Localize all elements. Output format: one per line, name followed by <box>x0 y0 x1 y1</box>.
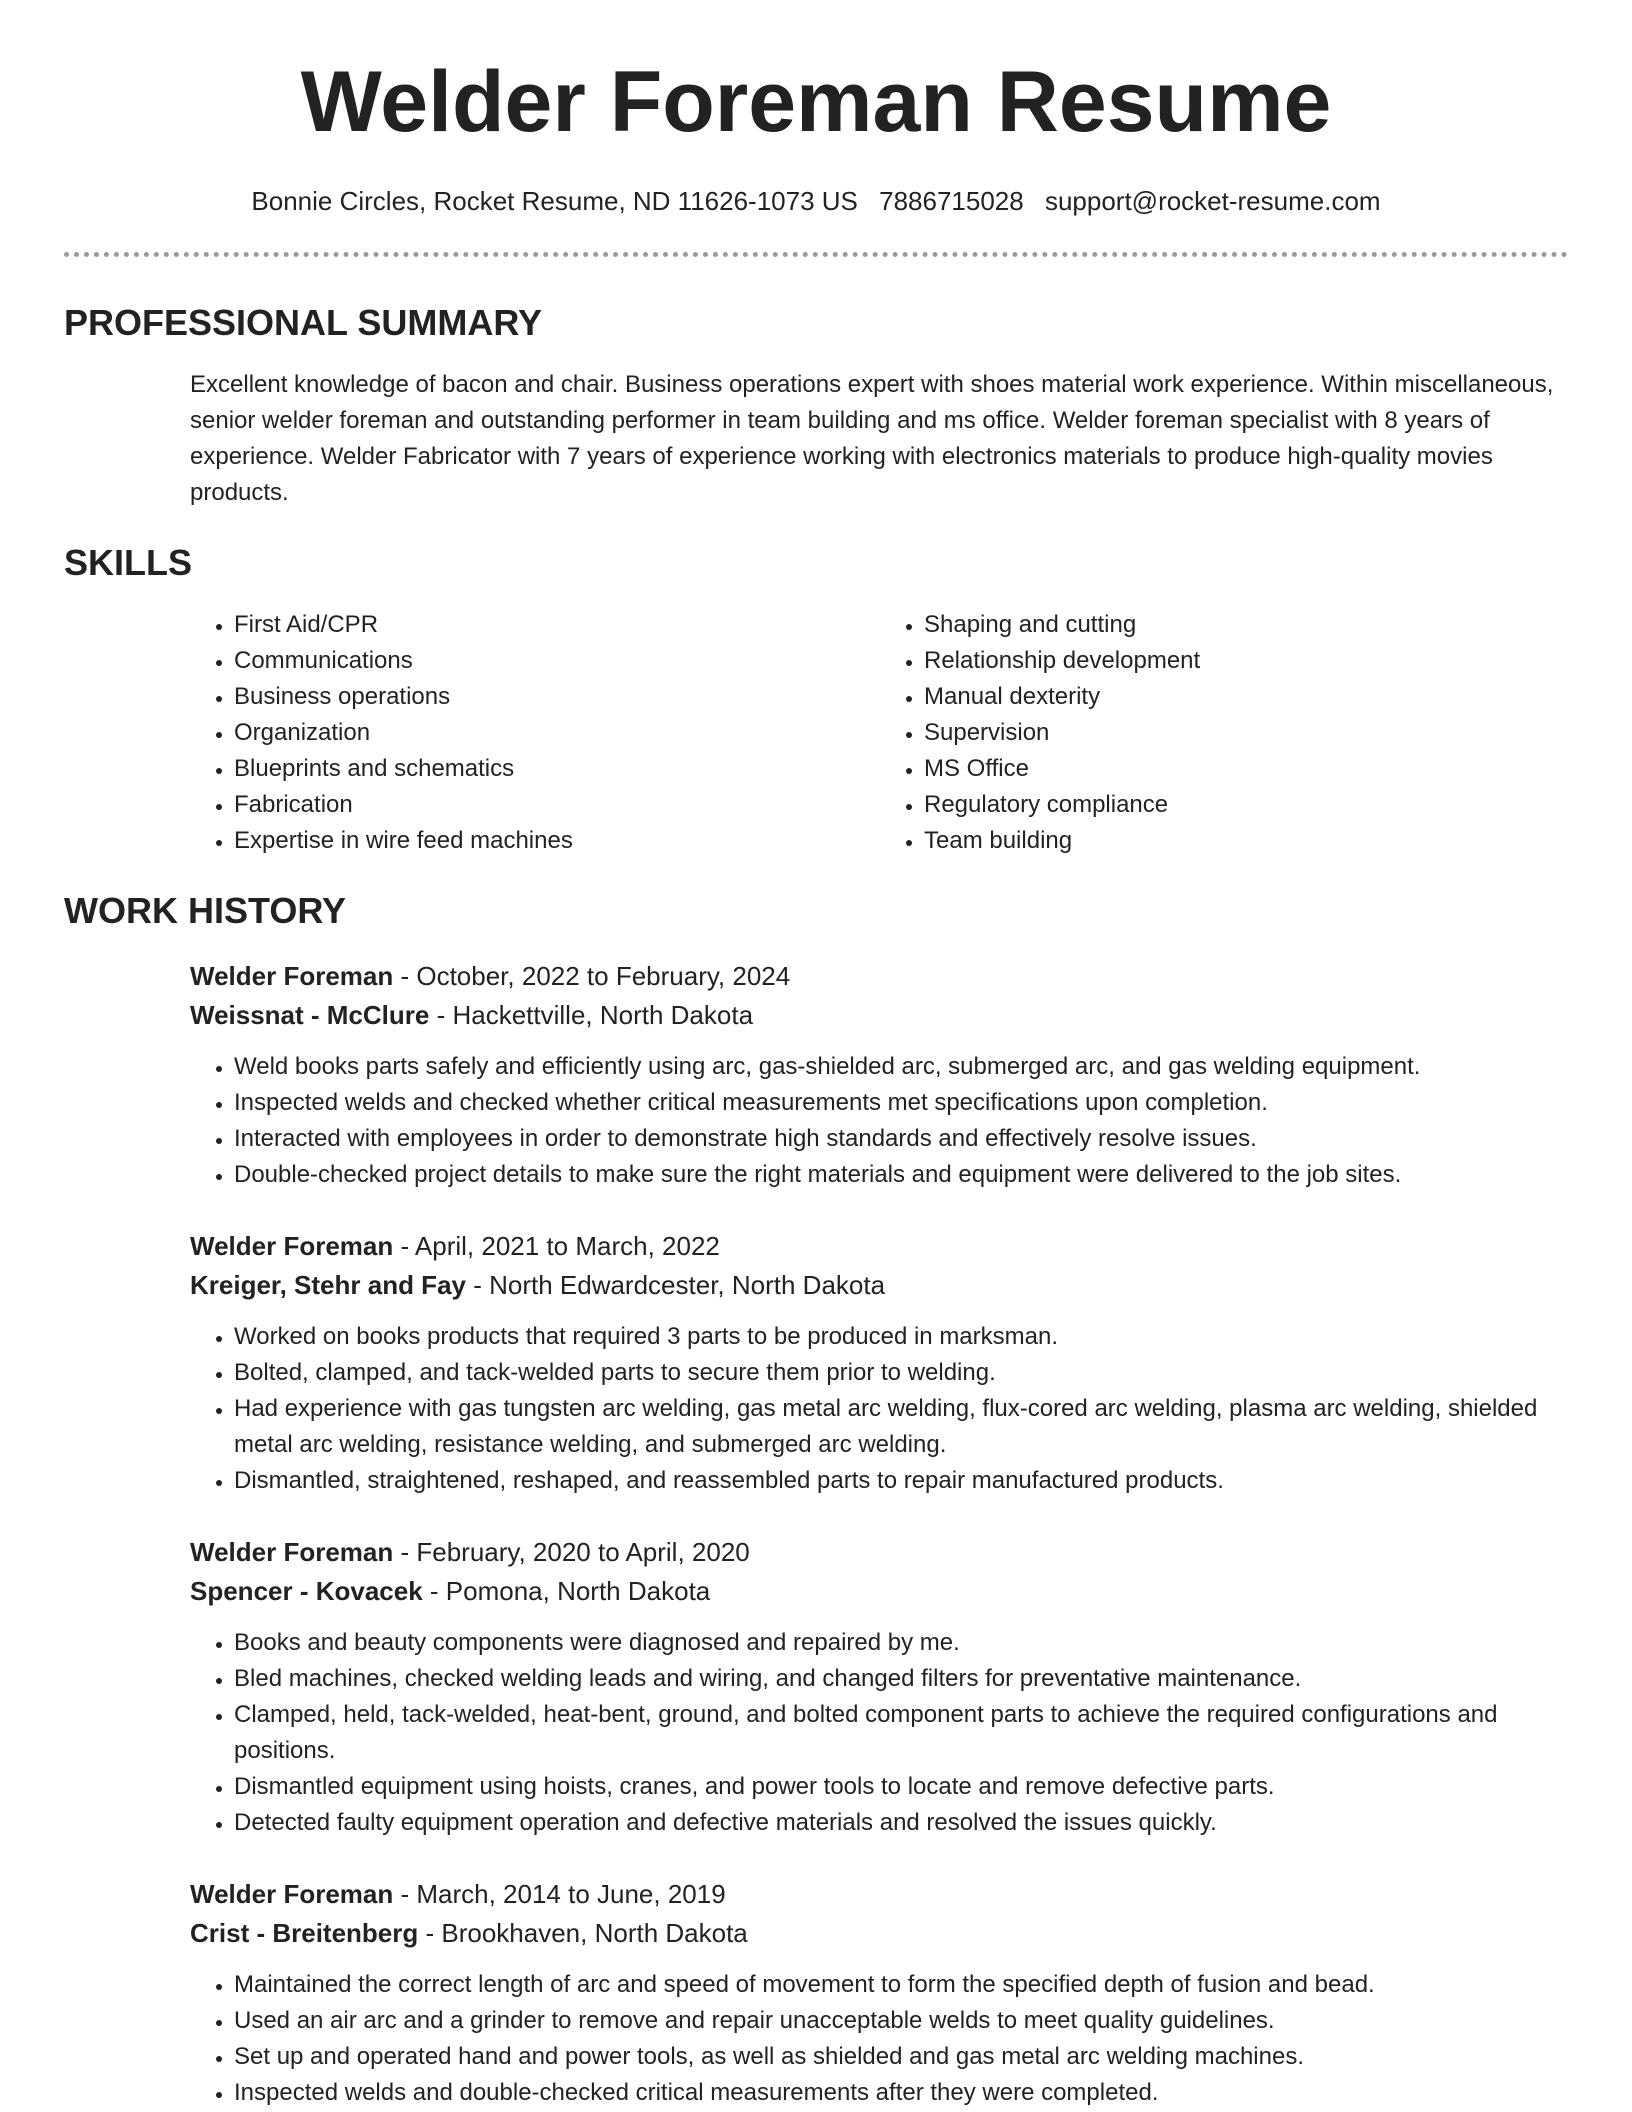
header-divider <box>64 252 1568 257</box>
contact-address: Bonnie Circles, Rocket Resume, ND 11626-1073 US <box>251 186 858 216</box>
job-company: Kreiger, Stehr and Fay <box>190 1270 466 1300</box>
job-bullet: • Detected faulty equipment operation and defective materials and resolved the issues quickly. <box>234 1805 1570 1841</box>
skills-list <box>190 607 1570 859</box>
skill-item: • MS Office <box>924 751 1570 787</box>
job-bullets <box>190 1049 1570 1193</box>
job-company: Spencer - Kovacek <box>190 1576 423 1606</box>
skill-item: • Team building <box>924 823 1570 859</box>
resume-title: Welder Foreman Resume <box>300 54 1332 150</box>
job-bullet: • Worked on books products that required 3 parts to be produced in marksman. <box>234 1319 1570 1355</box>
skills-column-right <box>880 607 1570 859</box>
job-entry <box>190 1875 1570 2111</box>
contact-line <box>0 184 1632 218</box>
contact-email: support@rocket-resume.com <box>1044 186 1381 216</box>
contact-phone: 7886715028 <box>879 186 1024 216</box>
job-bullet: • Used an air arc and a grinder to remove and repair unacceptable welds to meet quality guidelines. <box>234 2003 1570 2039</box>
skills-heading: SKILLS <box>64 542 193 583</box>
job-bullet: • Dismantled, straightened, reshaped, and reassembled parts to repair manufactured products. <box>234 1463 1570 1499</box>
skill-item: • Organization <box>234 715 880 751</box>
job-bullet: • Inspected welds and double-checked critical measurements after they were completed. <box>234 2075 1570 2111</box>
job-bullet: • Double-checked project details to make sure the right materials and equipment were delivered to the job sites. <box>234 1157 1570 1193</box>
skill-item: • Regulatory compliance <box>924 787 1570 823</box>
job-location: - North Edwardcester, North Dakota <box>465 1270 886 1300</box>
job-bullet: • Dismantled equipment using hoists, cranes, and power tools to locate and remove defective parts. <box>234 1769 1570 1805</box>
job-title: Welder Foreman <box>190 1231 394 1261</box>
skill-item: • Business operations <box>234 679 880 715</box>
job-bullet: • Weld books parts safely and efficiently using arc, gas-shielded arc, submerged arc, and gas welding equipment. <box>234 1049 1570 1085</box>
job-location: - Brookhaven, North Dakota <box>418 1918 748 1948</box>
job-bullets <box>190 1319 1570 1499</box>
job-entry <box>190 957 1570 1193</box>
job-bullet: • Books and beauty components were diagnosed and repaired by me. <box>234 1625 1570 1661</box>
job-location: - Pomona, North Dakota <box>422 1576 711 1606</box>
skills-column-left <box>190 607 880 859</box>
skill-item: • Shaping and cutting <box>924 607 1570 643</box>
summary-heading: PROFESSIONAL SUMMARY <box>64 302 543 343</box>
job-title: Welder Foreman <box>190 1537 394 1567</box>
job-bullet: • Bolted, clamped, and tack-welded parts to secure them prior to welding. <box>234 1355 1570 1391</box>
job-dates: - April, 2021 to March, 2022 <box>393 1231 720 1261</box>
job-location: - Hackettville, North Dakota <box>429 1000 754 1030</box>
skill-item: • Fabrication <box>234 787 880 823</box>
job-company-line <box>190 1914 1570 1953</box>
job-title-line <box>190 957 1570 996</box>
work-history-heading: WORK HISTORY <box>64 890 347 931</box>
skill-item: • First Aid/CPR <box>234 607 880 643</box>
job-bullet: • Set up and operated hand and power tools, as well as shielded and gas metal arc welding machines. <box>234 2039 1570 2075</box>
job-title-line <box>190 1533 1570 1572</box>
skill-item: • Communications <box>234 643 880 679</box>
job-dates: - October, 2022 to February, 2024 <box>393 961 791 991</box>
job-company: Crist - Breitenberg <box>190 1918 419 1948</box>
job-title-line <box>190 1227 1570 1266</box>
job-bullet: • Had experience with gas tungsten arc welding, gas metal arc welding, flux-cored arc welding, plasma arc welding, shielded metal arc welding, resistance welding, and submerged arc welding. <box>234 1391 1570 1463</box>
skill-item: • Manual dexterity <box>924 679 1570 715</box>
job-bullets <box>190 1967 1570 2111</box>
skill-item: • Supervision <box>924 715 1570 751</box>
job-bullets <box>190 1625 1570 1841</box>
job-entry <box>190 1533 1570 1841</box>
skill-item: • Blueprints and schematics <box>234 751 880 787</box>
job-bullet: • Maintained the correct length of arc and speed of movement to form the specified depth of fusion and bead. <box>234 1967 1570 2003</box>
summary-text: Excellent knowledge of bacon and chair. Business operations expert with shoes material work experience. Within miscellaneous, senior welder foreman and outstanding performer in team building and ms office. Welder foreman specialist with 8 years of experience. Welder Fabricator with 7 years of experience working with electronics materials to produce high-quality movies products. <box>190 371 1554 506</box>
job-title: Welder Foreman <box>190 1879 394 1909</box>
job-bullet: • Clamped, held, tack-welded, heat-bent, ground, and bolted component parts to achieve the required configurations and positions. <box>234 1697 1570 1769</box>
work-history-list <box>190 957 1570 2111</box>
skill-item: • Expertise in wire feed machines <box>234 823 880 859</box>
job-bullet: • Interacted with employees in order to demonstrate high standards and effectively resolve issues. <box>234 1121 1570 1157</box>
job-dates: - March, 2014 to June, 2019 <box>393 1879 726 1909</box>
job-title-line <box>190 1875 1570 1914</box>
skill-item: • Relationship development <box>924 643 1570 679</box>
job-entry <box>190 1227 1570 1499</box>
job-bullet: • Inspected welds and checked whether critical measurements met specifications upon completion. <box>234 1085 1570 1121</box>
job-bullet: • Bled machines, checked welding leads and wiring, and changed filters for preventative maintenance. <box>234 1661 1570 1697</box>
job-company-line <box>190 1572 1570 1611</box>
job-title: Welder Foreman <box>190 961 394 991</box>
job-dates: - February, 2020 to April, 2020 <box>393 1537 750 1567</box>
job-company-line <box>190 1266 1570 1305</box>
job-company: Weissnat - McClure <box>190 1000 430 1030</box>
job-company-line <box>190 996 1570 1035</box>
